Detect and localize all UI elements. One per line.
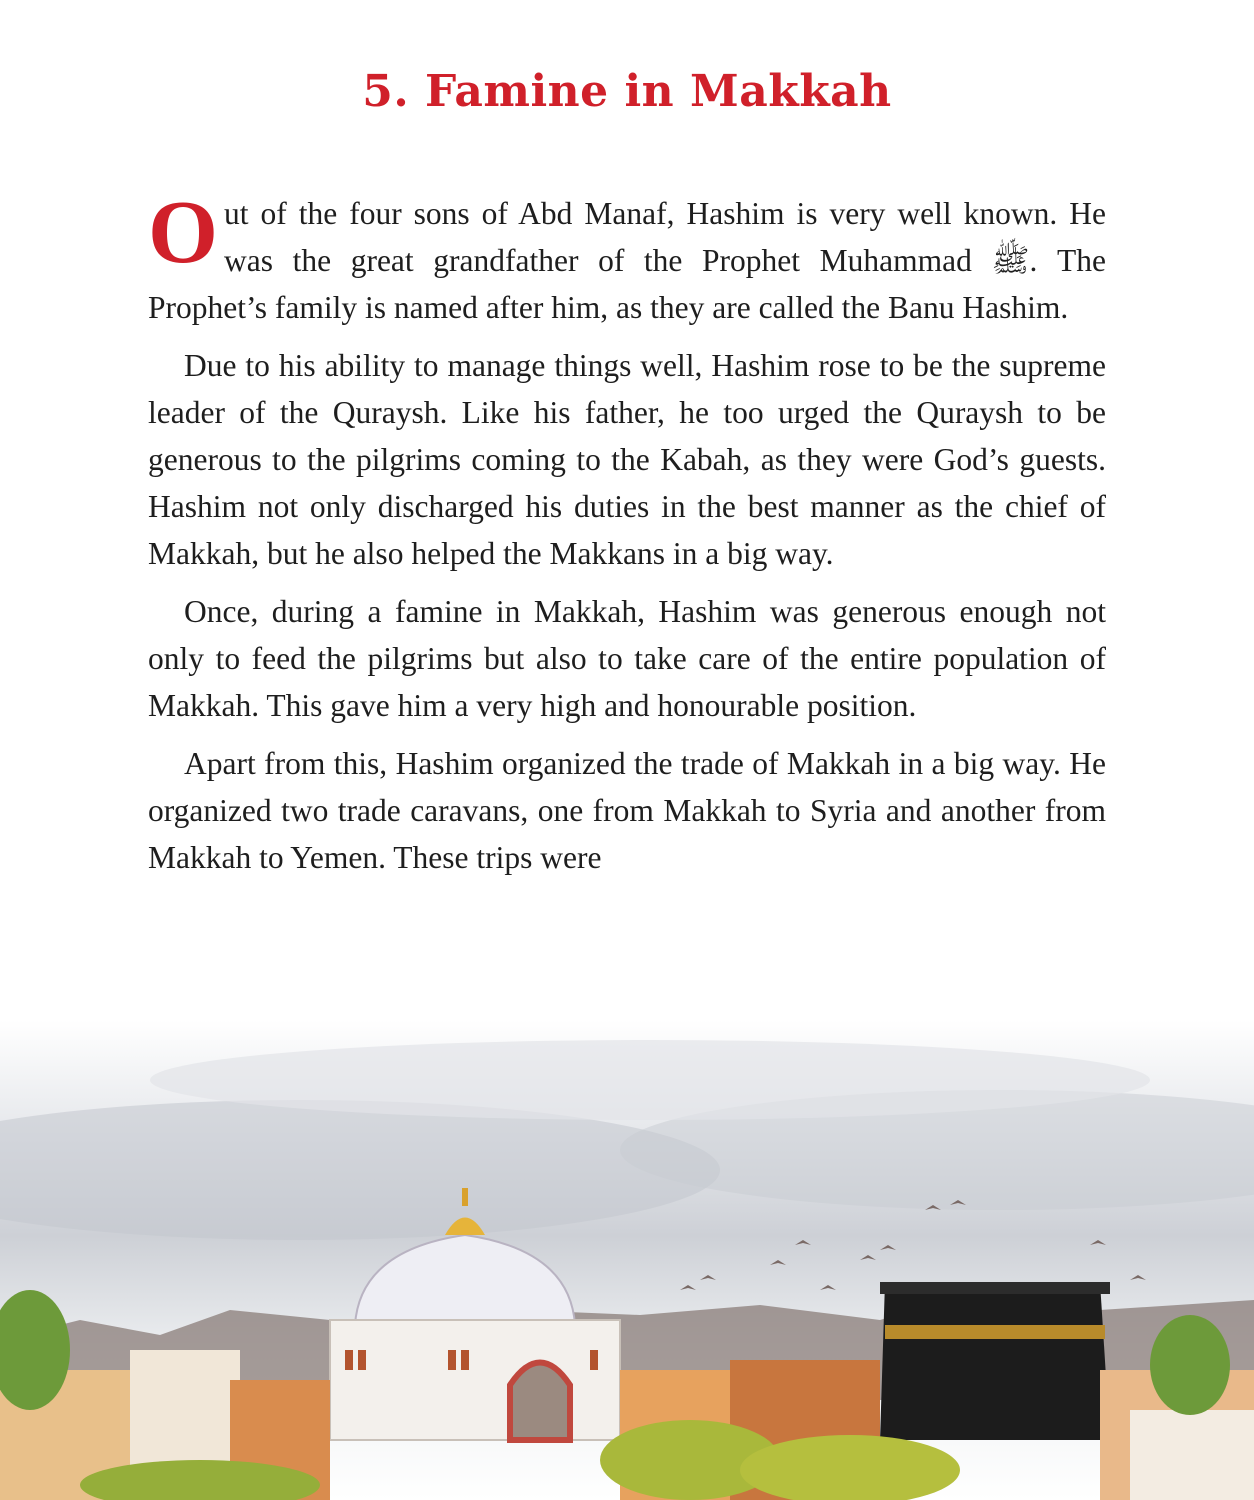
- kabah-building: [880, 1282, 1110, 1440]
- drop-cap: O: [148, 183, 219, 282]
- dome-finial: [462, 1188, 468, 1206]
- mosque-wall: [330, 1320, 620, 1440]
- chapter-title: 5. Famine in Makkah: [362, 66, 892, 117]
- paragraph-1-text: ut of the four sons of Abd Manaf, Hashim is very well known. He was the great grandfather of the Prophet Muhammad ﷺ. The Prophet’s family is named after him, as they are called the Banu Hashim.: [148, 196, 1106, 325]
- paragraph-3: Once, during a famine in Makkah, Hashim was generous enough not only to feed the pilgrims but also to take care of the entire population of Makkah. This gave him a very high and honourable position.: [148, 594, 1106, 723]
- paragraph-4: Apart from this, Hashim organized the trade of Makkah in a big way. He organized two trade caravans, one from Makkah to Syria and another from Makkah to Yemen. These trips were: [148, 746, 1106, 875]
- chapter-body: [148, 183, 1106, 892]
- paragraph-2: Due to his ability to manage things well, Hashim rose to be the supreme leader of the Quraysh. Like his father, he too urged the Quraysh to be generous to the pilgrims coming to the Kabah, as they were God’s guests. Hashim not only discharged his duties in the best manner as the chief of Makkah, but he also helped the Makkans in a big way.: [148, 348, 1106, 571]
- arch-gate: [510, 1363, 570, 1441]
- paragraph-1: [148, 183, 1106, 331]
- cloud-patch: [150, 1040, 1150, 1120]
- makkah-watercolor-illustration: [0, 1020, 1254, 1500]
